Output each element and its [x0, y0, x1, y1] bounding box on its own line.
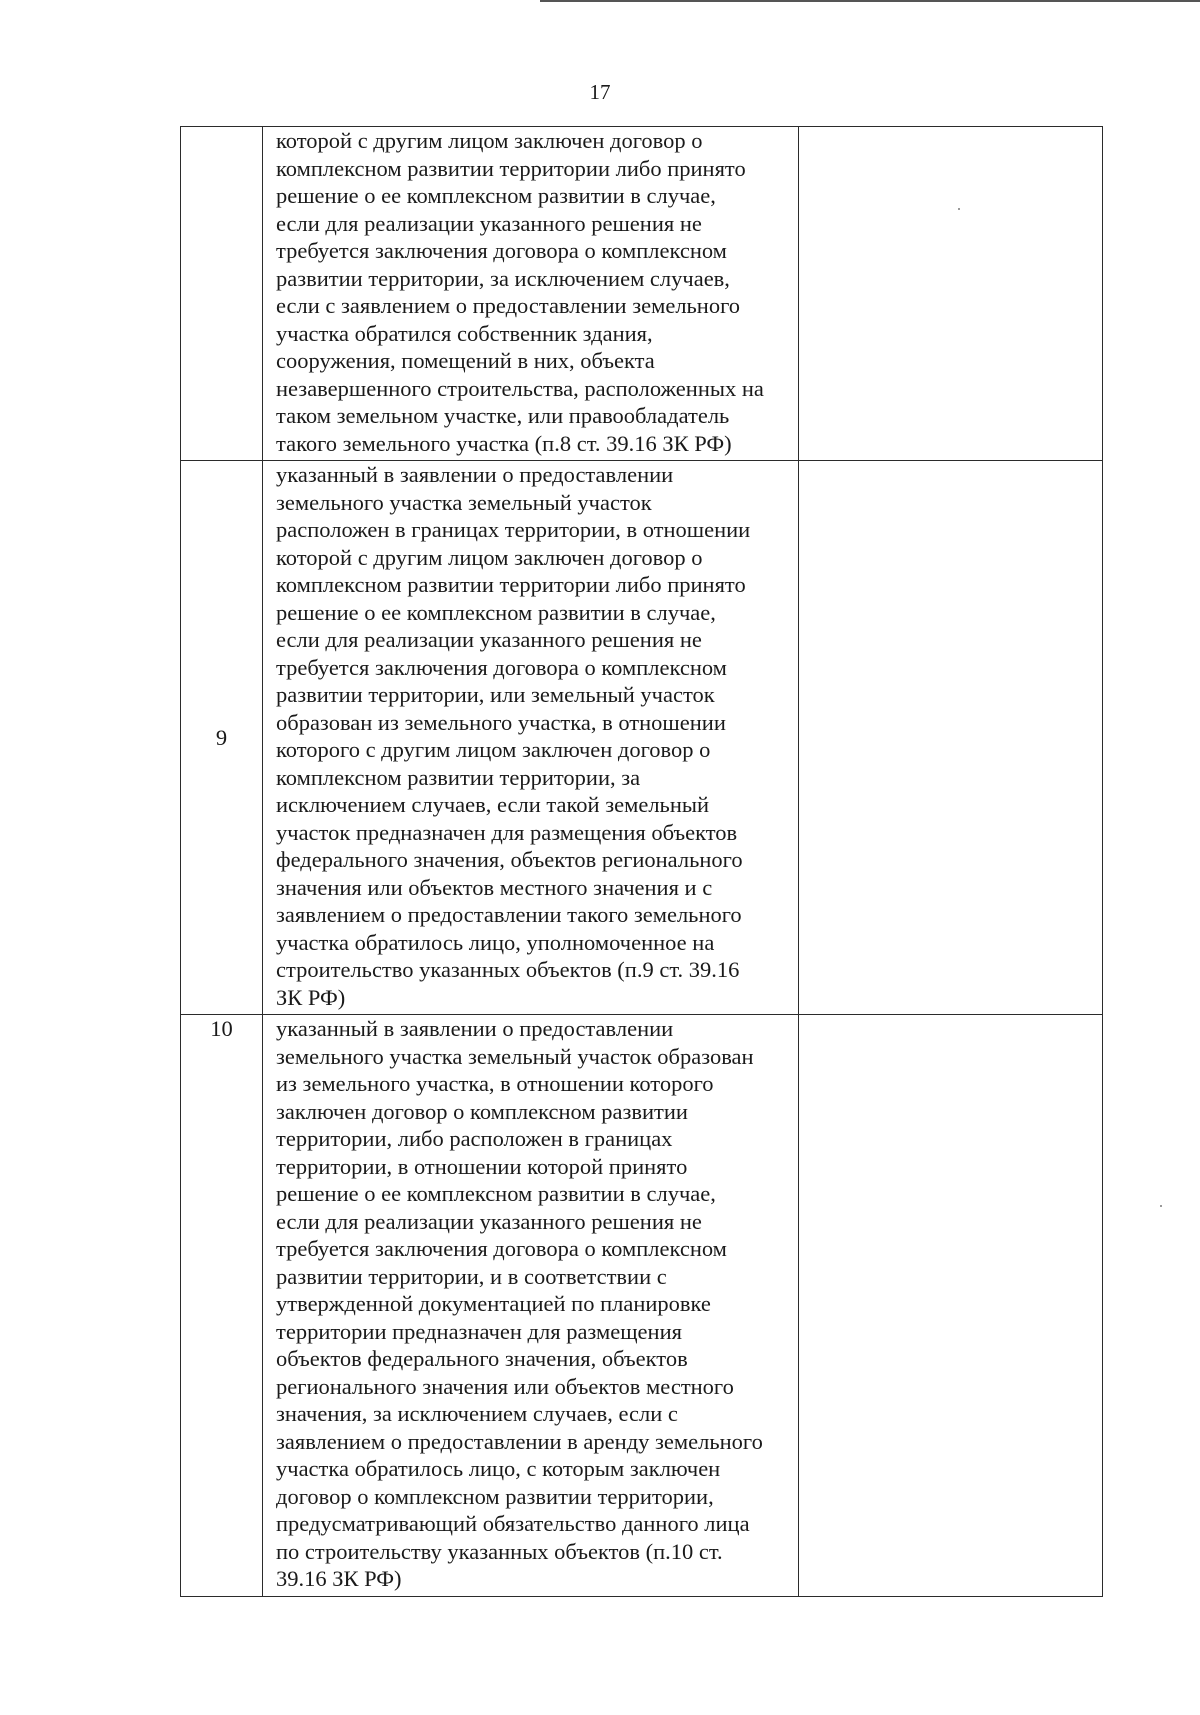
page-number: 17 [589, 80, 611, 104]
row-text-cell [263, 127, 799, 461]
scan-speck [958, 208, 960, 210]
row-text-cell [263, 461, 799, 1015]
table-row [181, 461, 1103, 1015]
row-number-cell: 10 [181, 1015, 263, 1597]
row-number-cell: 9 [181, 461, 263, 1015]
row-text-cell [263, 1015, 799, 1597]
scan-speck [1160, 1205, 1162, 1207]
row-note-cell [799, 1015, 1103, 1597]
grounds-table [180, 126, 1103, 1597]
row-text: указанный в заявлении о предоставлении земельного участка земельный участок образован из земельного участка, в отношении которого заключен договор о комплексном развитии территории, либо расположен в границах территории, в отношении которой принято решение о ее комплексном развитии в случае, если для реализации указанного решения не требуется заключения договора о комплексном развитии территории, и в соответствии с утвержденной документацией по планировке территории предназначен для размещения объектов федерального значения, объектов регионального значения или объектов местного значения, за исключением случаев, если с заявлением о предоставлении в аренду земельного участка обратилось лицо, с которым заключен договор о комплексном развитии территории, предусматривающий обязательство данного лица по строительству указанных объектов (п.10 ст. 39.16 ЗК РФ) [276, 1016, 763, 1591]
row-note-cell [799, 461, 1103, 1015]
row-number-cell [181, 127, 263, 461]
row-text: указанный в заявлении о предоставлении земельного участка земельный участок расположен в границах территории, в отношении которой с другим лицом заключен договор о комплексном развитии территории либо принято решение о ее комплексном развитии в случае, если для реализации указанного решения не требуется заключения договора о комплексном развитии территории, или земельный участок образован из земельного участка, в отношении которого с другим лицом заключен договор о комплексном развитии территории, за исключением случаев, если такой земельный участок предназначен для размещения объектов федерального значения, объектов регионального значения или объектов местного значения и с заявлением о предоставлении такого земельного участка обратилось лицо, уполномоченное на строительство указанных объектов (п.9 ст. 39.16 ЗК РФ) [276, 462, 751, 1010]
scan-edge-line [540, 0, 1200, 2]
table-row [181, 127, 1103, 461]
row-note-cell [799, 127, 1103, 461]
row-text: которой с другим лицом заключен договор о комплексном развитии территории либо принято решение о ее комплексном развитии в случае, если для реализации указанного решения не требуется заключения договора о комплексном развитии территории, за исключением случаев, если с заявлением о предоставлении земельного участка обратился собственник здания, сооружения, помещений в них, объекта незавершенного строительства, расположенных на таком земельном участке, или правообладатель такого земельного участка (п.8 ст. 39.16 ЗК РФ) [276, 128, 764, 456]
table-row [181, 1015, 1103, 1597]
